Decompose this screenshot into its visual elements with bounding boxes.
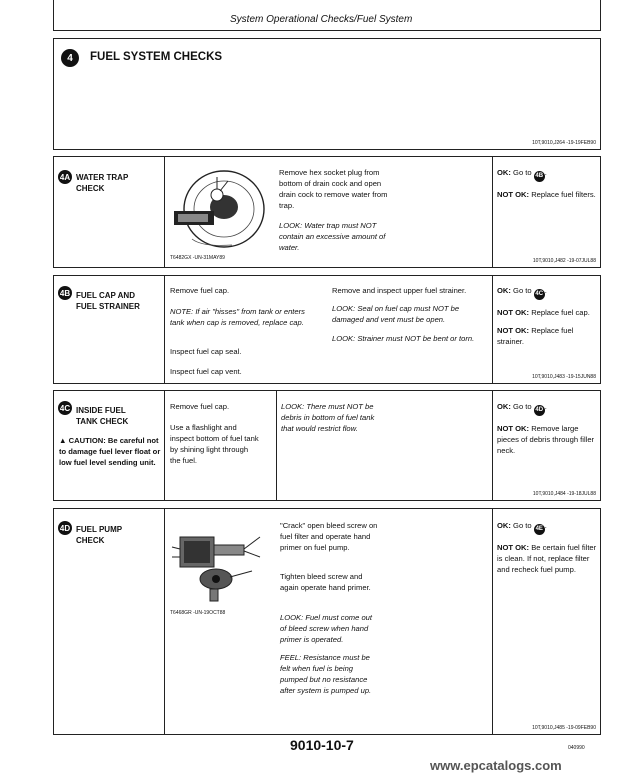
caution-text: CAUTION: Be careful not to damage fuel lever float or low fuel level sending unit. (59, 436, 161, 467)
look-4b-2: LOOK: Strainer must NOT be bent or torn. (332, 334, 475, 343)
page-header: System Operational Checks/Fuel System (230, 14, 413, 25)
main-section-title: FUEL SYSTEM CHECKS (90, 51, 223, 63)
reference-code: 10T,9010,J264 -19-19FEB90 (532, 140, 596, 146)
section-title-4a: WATER TRAP CHECK (76, 173, 129, 193)
notok-text: Replace fuel strainer. (497, 326, 574, 346)
notok-label: NOT OK: (497, 326, 530, 335)
section-badge-4b: 4B (58, 286, 72, 300)
reference-code: 10T,9010,J484 -19-18JUL88 (532, 491, 596, 497)
column-divider (492, 276, 493, 383)
section-number-badge: 4 (61, 49, 79, 67)
ok-label: OK: (497, 286, 511, 295)
section-4d (53, 508, 601, 735)
margin-line (53, 0, 54, 31)
step-4d-2: Tighten bleed screw and again operate hand primer. (280, 572, 371, 592)
caution-4c (59, 435, 161, 468)
step-4b-3: Inspect fuel cap vent. (170, 367, 242, 376)
step-4c-1: Remove fuel cap. (170, 402, 230, 411)
image-caption-4a: T6482GX -UN-31MAY89 (170, 255, 225, 261)
warning-icon: ▲ (59, 436, 67, 445)
section-4a (53, 156, 601, 268)
result-4c: OK: Go to 4D . NOT OK: Remove large pieces of debris through filler neck. (497, 402, 595, 455)
ok-text: Go to (513, 521, 532, 530)
section-4c (53, 390, 601, 501)
notok-text: Be certain fuel filter is clean. If not, replace filter and recheck fuel pump. (497, 543, 597, 574)
section-title-4c: INSIDE FUEL TANK CHECK (76, 406, 129, 426)
column-divider (164, 276, 165, 383)
note-4b: NOTE: If air "hisses" from tank or enters tank when cap is removed, replace cap. (170, 307, 305, 327)
header-rule (53, 30, 601, 31)
look-4a: LOOK: Water trap must NOT contain an excessive amount of water. (279, 221, 386, 252)
column-divider (276, 391, 277, 500)
column-divider (164, 391, 165, 500)
ok-label: OK: (497, 402, 511, 411)
section-4b (53, 275, 601, 384)
water-trap-illustration (172, 167, 268, 253)
column-divider (492, 391, 493, 500)
notok-label: NOT OK: (497, 308, 530, 317)
ok-label: OK: (497, 521, 511, 530)
notok-text: Remove large pieces of debris through filler neck. (497, 424, 595, 455)
notok-label: NOT OK: (497, 424, 530, 433)
step-4b-1: Remove fuel cap. (170, 286, 230, 295)
footer-code: 040990 (568, 745, 585, 751)
notok-text: Replace fuel cap. (531, 308, 590, 317)
section-badge-4d: 4D (58, 521, 72, 535)
notok-label: NOT OK: (497, 190, 530, 199)
step-4d-1: "Crack" open bleed screw on fuel filter and operate hand primer on fuel pump. (280, 521, 378, 552)
column-divider (164, 509, 165, 734)
watermark: www.epcatalogs.com (430, 758, 562, 773)
reference-code: 10T,9010,J485 -19-09FEB90 (532, 725, 596, 731)
margin-line (600, 0, 601, 31)
column-divider (492, 509, 493, 734)
result-4d: OK: Go to 4E . NOT OK: Be certain fuel filter is clean. If not, replace filter and recheck fuel pump. (497, 521, 597, 574)
column-divider (492, 157, 493, 267)
result-4b: OK: Go to 4C . NOT OK: Replace fuel cap. NOT OK: Replace fuel strainer. (497, 286, 590, 346)
section-badge-4c: 4C (58, 401, 72, 415)
notok-text: Replace fuel filters. (531, 190, 596, 199)
image-caption-4d: T6468GR -UN-19OCT88 (170, 610, 226, 616)
ok-label: OK: (497, 168, 511, 177)
section-title-4b: FUEL CAP AND FUEL STRAINER (76, 291, 140, 311)
result-4a: OK: Go to 4B . NOT OK: Replace fuel filters. (497, 168, 596, 199)
goto-badge-4e[interactable]: 4E (534, 524, 545, 535)
look-4b-1: LOOK: Seal on fuel cap must NOT be damaged and vent must be open. (332, 304, 460, 324)
look-4d: LOOK: Fuel must come out of bleed screw when hand primer is operated. (280, 613, 373, 644)
column-divider (164, 157, 165, 267)
look-4c: LOOK: There must NOT be debris in bottom of fuel tank that would restrict flow. (281, 402, 375, 433)
section-title-4d: FUEL PUMP CHECK (76, 525, 122, 545)
main-section-box (53, 38, 601, 150)
goto-badge-4c[interactable]: 4C (534, 289, 545, 300)
section-badge-4a: 4A (58, 170, 72, 184)
ok-text: Go to (513, 168, 532, 177)
goto-badge-4b[interactable]: 4B (534, 171, 545, 182)
reference-code: 10T,9010,J483 -19-15JUN88 (532, 374, 596, 380)
goto-badge-4d[interactable]: 4D (534, 405, 545, 416)
step-4b-2: Inspect fuel cap seal. (170, 347, 242, 356)
fuel-pump-illustration (170, 527, 270, 609)
procedure-4a: Remove hex socket plug from bottom of drain cock and open drain cock to remove water from trap. (279, 168, 388, 210)
notok-label: NOT OK: (497, 543, 530, 552)
ok-text: Go to (513, 286, 532, 295)
step-4b-4: Remove and inspect upper fuel strainer. (332, 286, 467, 295)
ok-text: Go to (513, 402, 532, 411)
page-number: 9010-10-7 (290, 737, 354, 753)
reference-code: 10T,9010,J482 -19-07JUL88 (532, 258, 596, 264)
feel-4d: FEEL: Resistance must be felt when fuel is being pumped but no resistance after system is pumped up. (280, 653, 372, 695)
step-4c-2: Use a flashlight and inspect bottom of fuel tank by shining light through the fuel. (170, 423, 259, 465)
